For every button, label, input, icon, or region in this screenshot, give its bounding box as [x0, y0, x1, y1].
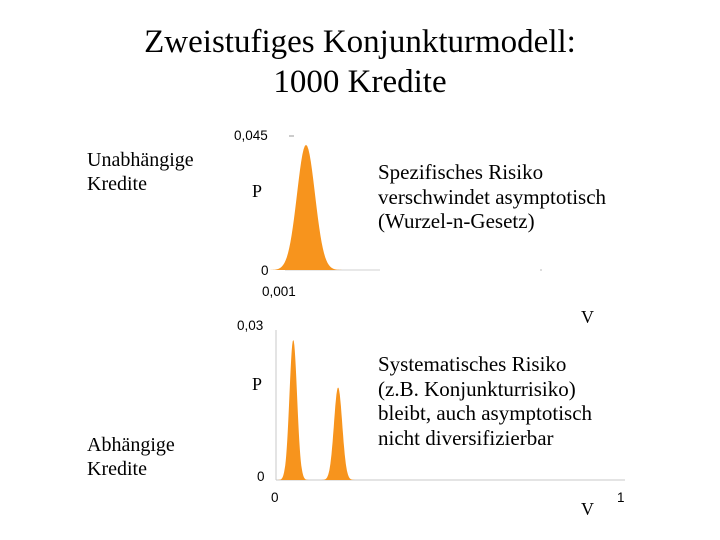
- specific-risk-note: [378, 160, 606, 234]
- bottom-chart-xlabel: V: [581, 499, 594, 519]
- title-line-1: Zweistufiges Konjunkturmodell:: [144, 24, 576, 60]
- bottom-chart-distribution-peak-2: [322, 388, 355, 481]
- specific-risk-line-3: (Wurzel-n-Gesetz): [378, 209, 535, 233]
- top-chart-ytick-max: 0,045: [234, 128, 268, 143]
- bottom-chart-xtick-1: 1: [617, 490, 625, 505]
- bottom-chart-ytick-zero: 0: [257, 469, 265, 484]
- systematic-risk-line-4: nicht diversifizierbar: [378, 425, 554, 450]
- independent-label-line-2: Kredite: [87, 173, 147, 195]
- specific-risk-line-2: verschwindet asymptotisch: [378, 184, 607, 209]
- specific-risk-line-1: Spezifisches Risiko: [378, 160, 544, 184]
- title-line-2: 1000 Kredite: [273, 64, 447, 100]
- systematic-risk-line-3: bleibt, auch asymptotisch: [378, 401, 593, 425]
- independent-label-line-1: Unabhängige: [87, 149, 194, 171]
- systematic-risk-line-2: (z.B. Konjunkturrisiko): [378, 376, 576, 401]
- systematic-risk-note: [378, 352, 592, 450]
- top-chart-distribution: [270, 145, 342, 270]
- top-chart-xtick-first: 0,001: [262, 284, 296, 299]
- bottom-chart-ytick-max: 0,03: [237, 318, 264, 333]
- bottom-chart-distribution-peak-1: [278, 340, 308, 480]
- systematic-risk-line-1: Systematisches Risiko: [378, 352, 567, 376]
- bottom-chart-ylabel: P: [252, 374, 263, 394]
- dependent-label-line-1: Abhängige: [87, 434, 175, 456]
- dependent-label-line-2: Kredite: [87, 458, 147, 480]
- top-chart-xlabel: V: [581, 307, 594, 327]
- top-chart-ytick-zero: 0: [261, 263, 269, 278]
- bottom-chart-xtick-0: 0: [271, 490, 279, 505]
- top-chart-ylabel: P: [252, 181, 263, 201]
